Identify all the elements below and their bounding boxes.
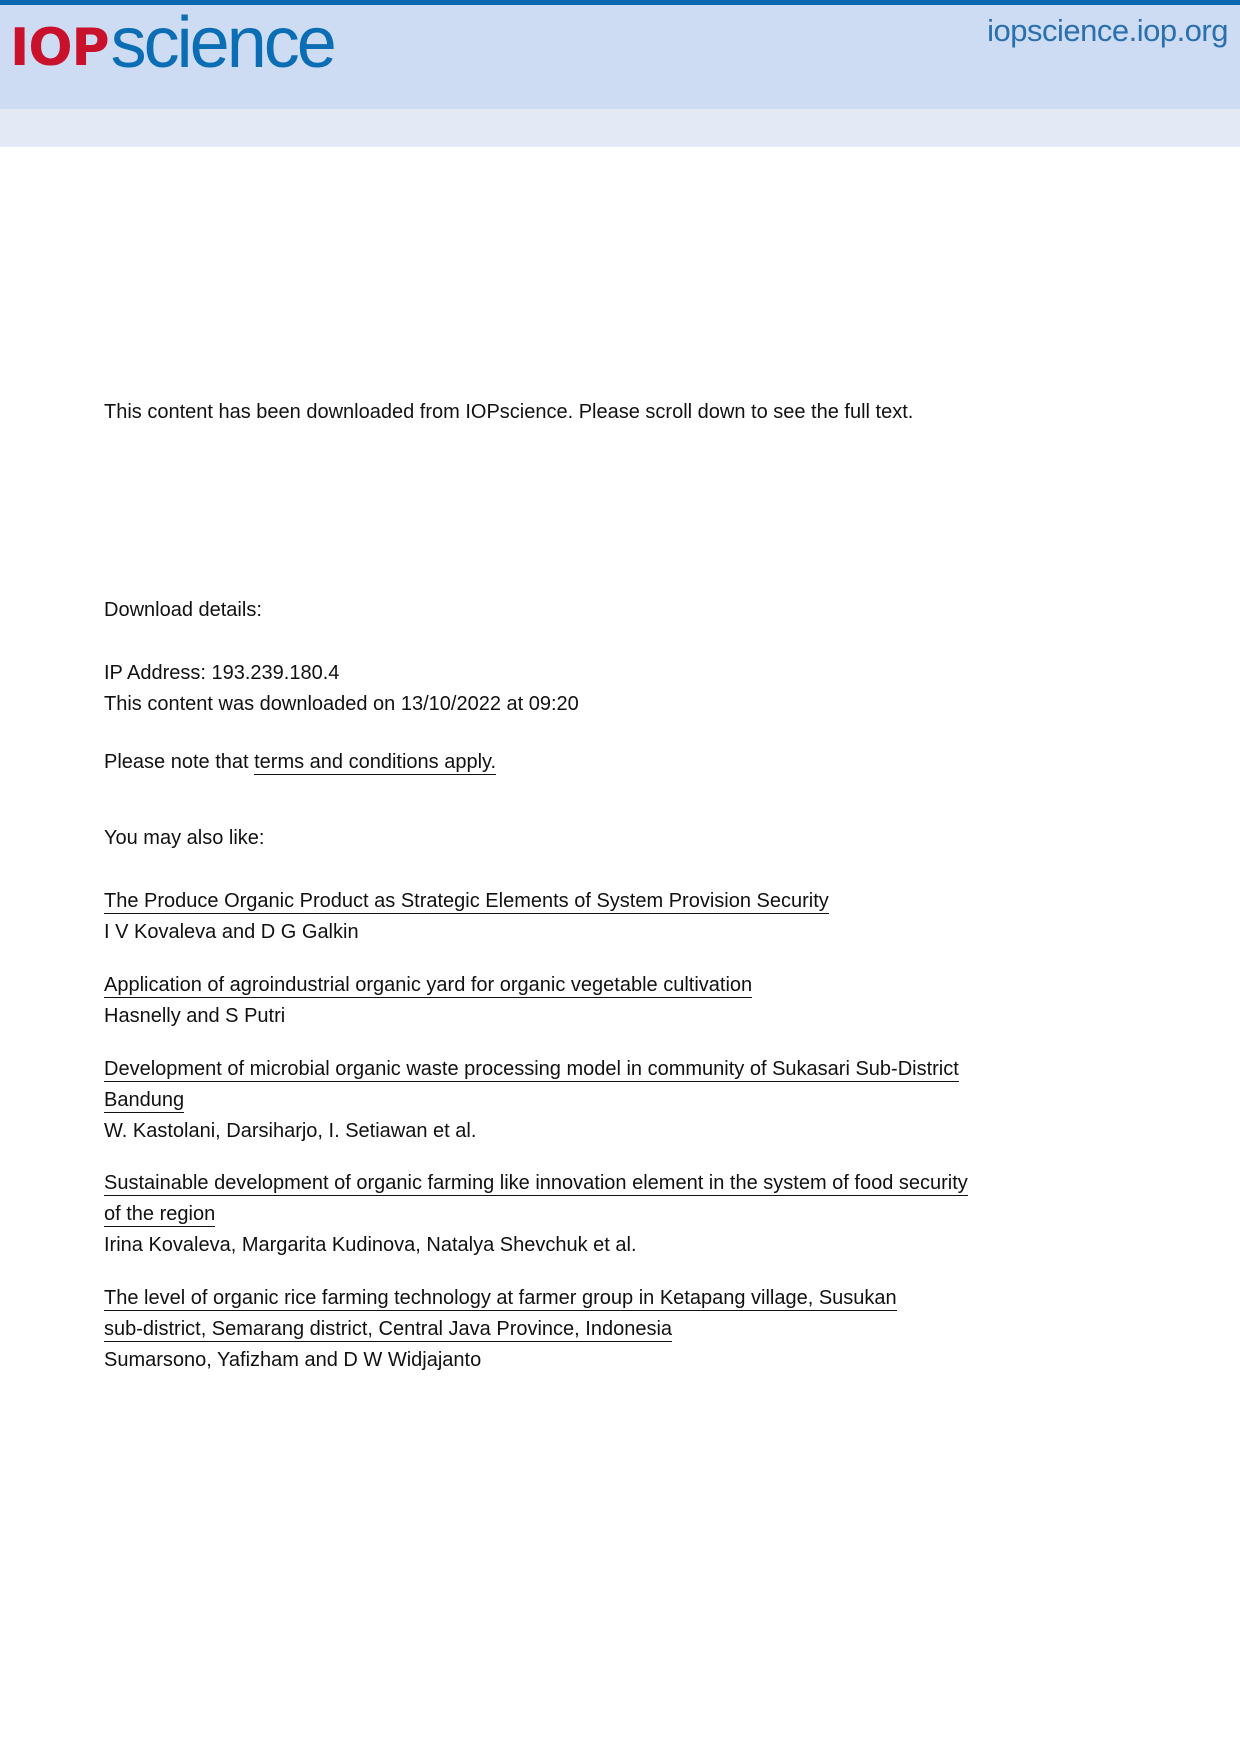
terms-prefix: Please note that	[104, 751, 255, 773]
related-article-title	[104, 1171, 968, 1195]
related-article-authors: Irina Kovaleva, Margarita Kudinova, Natalya Shevchuk et al.	[104, 1234, 637, 1256]
related-article-link-5[interactable]: The level of organic rice farming technology at farmer group in Ketapang village, Susukan	[104, 1287, 897, 1309]
related-article-title	[104, 973, 752, 997]
related-article-link-1[interactable]: The Produce Organic Product as Strategic Elements of System Provision Security	[104, 890, 829, 912]
related-article-title-cont	[104, 1202, 215, 1226]
download-timestamp: This content was downloaded on 13/10/2022 at 09:20	[104, 693, 579, 715]
related-article-title-cont	[104, 1088, 184, 1112]
related-article-link-3-cont[interactable]: Bandung	[104, 1089, 185, 1111]
terms-note	[104, 750, 496, 774]
related-article-title-cont	[104, 1317, 672, 1341]
site-url: iopscience.iop.org	[987, 13, 1228, 48]
logo-iop-text: IOP	[10, 18, 109, 78]
related-article-title	[104, 889, 829, 913]
iopscience-logo[interactable]	[10, 3, 334, 83]
related-article-link-5-cont[interactable]: sub-district, Semarang district, Central Java Province, Indonesia	[104, 1318, 673, 1340]
header-subbar	[0, 109, 1240, 147]
download-notice: This content has been downloaded from IOPscience. Please scroll down to see the full text.	[104, 401, 914, 423]
related-article-title	[104, 1057, 959, 1081]
related-heading: You may also like:	[104, 827, 265, 849]
related-article-authors: W. Kastolani, Darsiharjo, I. Setiawan et al.	[104, 1120, 477, 1142]
download-details-heading: Download details:	[104, 599, 262, 621]
site-header	[0, 0, 1240, 109]
related-article-link-2[interactable]: Application of agroindustrial organic yard for organic vegetable cultivation	[104, 974, 753, 996]
related-article-title	[104, 1286, 897, 1310]
terms-and-conditions-link[interactable]: terms and conditions apply.	[254, 751, 497, 773]
related-article-authors: Hasnelly and S Putri	[104, 1005, 286, 1027]
ip-address: IP Address: 193.239.180.4	[104, 662, 340, 684]
related-article-link-4[interactable]: Sustainable development of organic farming like innovation element in the system of food security	[104, 1172, 968, 1194]
related-article-link-3[interactable]: Development of microbial organic waste processing model in community of Sukasari Sub-District	[104, 1058, 959, 1080]
related-article-authors: I V Kovaleva and D G Galkin	[104, 921, 359, 943]
logo-science-text: science	[110, 3, 334, 83]
related-article-link-4-cont[interactable]: of the region	[104, 1203, 216, 1225]
related-article-authors: Sumarsono, Yafizham and D W Widjajanto	[104, 1349, 482, 1371]
